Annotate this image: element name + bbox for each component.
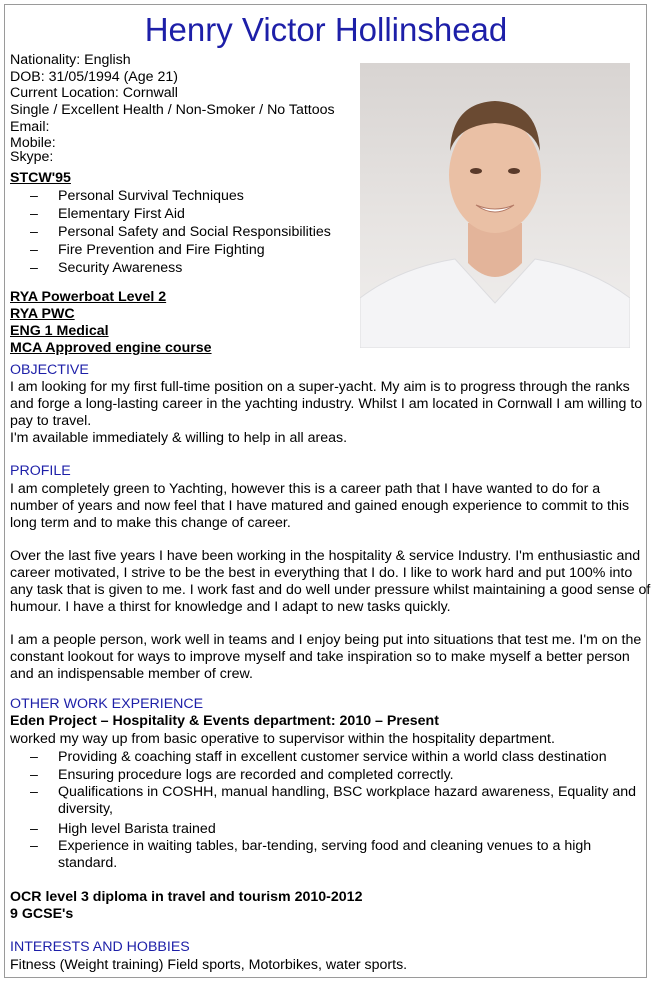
experience-heading: OTHER WORK EXPERIENCE: [10, 696, 204, 712]
portrait-illustration: [360, 63, 630, 348]
cert-powerboat: RYA Powerboat Level 2: [10, 289, 167, 305]
mobile-label: Mobile:: [10, 135, 56, 151]
profile-heading: PROFILE: [10, 463, 71, 479]
cert-pwc: RYA PWC: [10, 306, 75, 322]
list-item: – High level Barista trained: [30, 821, 216, 837]
list-item: – Experience in waiting tables, bar-tending, serving food and cleaning venues to a high standard.: [30, 838, 592, 871]
profile-photo: [360, 63, 630, 348]
objective-text: I am looking for my first full-time position on a super-yacht. My aim is to progress through the ranks and forge a long-lasting career in the yachting industry. Whilst I am located in Cornwall I am willing to pay to travel.: [10, 379, 643, 429]
experience-list: [30, 748, 640, 872]
objective-availability: I'm available immediately & willing to help in all areas.: [10, 430, 348, 446]
profile-paragraph-3: I am a people person, work well in teams and I enjoy being put into situations that test me. I'm on the constant lookout for ways to improve myself and take inspiration so to make myself a better person and an indispensable member of crew.: [10, 632, 642, 682]
bullet-dash: –: [30, 206, 38, 222]
bullet-dash: –: [30, 821, 38, 837]
bullet-dash: –: [30, 749, 38, 765]
bullet-dash: –: [30, 224, 38, 240]
list-item: – Ensuring procedure logs are recorded and completed correctly.: [30, 767, 454, 783]
profile-paragraph-2: Over the last five years I have been working in the hospitality & service Industry. I'm enthusiastic and career motivated, I strive to be the best in everything that I do. I like to work hard and put 100% into any task that is given to me. I work fast and do well under pressure whilst maintaining a good sense of humour. I have a thirst for knowledge and I adapt to new tasks quickly.: [10, 548, 651, 615]
objective-heading: OBJECTIVE: [10, 362, 89, 378]
list-item: – Personal Safety and Social Responsibilities: [30, 224, 331, 240]
location: Current Location: Cornwall: [10, 85, 178, 101]
experience-job-title: Eden Project – Hospitality & Events department: 2010 – Present: [10, 713, 439, 729]
list-item: – Fire Prevention and Fire Fighting: [30, 242, 265, 258]
candidate-name: Henry Victor Hollinshead: [144, 11, 508, 48]
stcw-list: [30, 187, 331, 277]
bullet-dash: –: [30, 188, 38, 204]
list-item: – Providing & coaching staff in excellent customer service within a world class destination: [30, 749, 607, 765]
list-item: – Elementary First Aid: [30, 206, 185, 222]
experience-summary: worked my way up from basic operative to supervisor within the hospitality department.: [10, 731, 555, 747]
personal-status: Single / Excellent Health / Non-Smoker / No Tattoos: [10, 102, 335, 118]
email-label: Email:: [10, 119, 50, 135]
interests-heading: INTERESTS AND HOBBIES: [10, 939, 190, 955]
stcw-title: STCW'95: [10, 170, 71, 186]
skype-label: Skype:: [10, 149, 54, 165]
bullet-dash: –: [30, 260, 38, 276]
list-item: – Security Awareness: [30, 260, 183, 276]
cert-eng1: ENG 1 Medical: [10, 323, 109, 339]
list-item: – Qualifications in COSHH, manual handling, BSC workplace hazard awareness, Equality and diversity,: [30, 784, 637, 817]
interests-text: Fitness (Weight training) Field sports, Motorbikes, water sports.: [10, 957, 408, 973]
dob: DOB: 31/05/1994 (Age 21): [10, 68, 178, 85]
cert-mca: MCA Approved engine course: [10, 340, 212, 356]
bullet-dash: –: [30, 767, 38, 783]
bullet-dash: –: [30, 784, 38, 800]
education-gcse: 9 GCSE's: [10, 906, 74, 922]
bullet-dash: –: [30, 242, 38, 258]
bullet-dash: –: [30, 838, 38, 854]
nationality: Nationality: English: [10, 52, 131, 68]
education-diploma: OCR level 3 diploma in travel and tourism 2010-2012: [10, 889, 363, 905]
list-item: – Personal Survival Techniques: [30, 188, 244, 204]
profile-paragraph-1: I am completely green to Yachting, however this is a career path that I have wanted to do for a number of years and now feel that I have matured and gained enough experience to commit to this long term and to make this change of career.: [10, 481, 630, 531]
